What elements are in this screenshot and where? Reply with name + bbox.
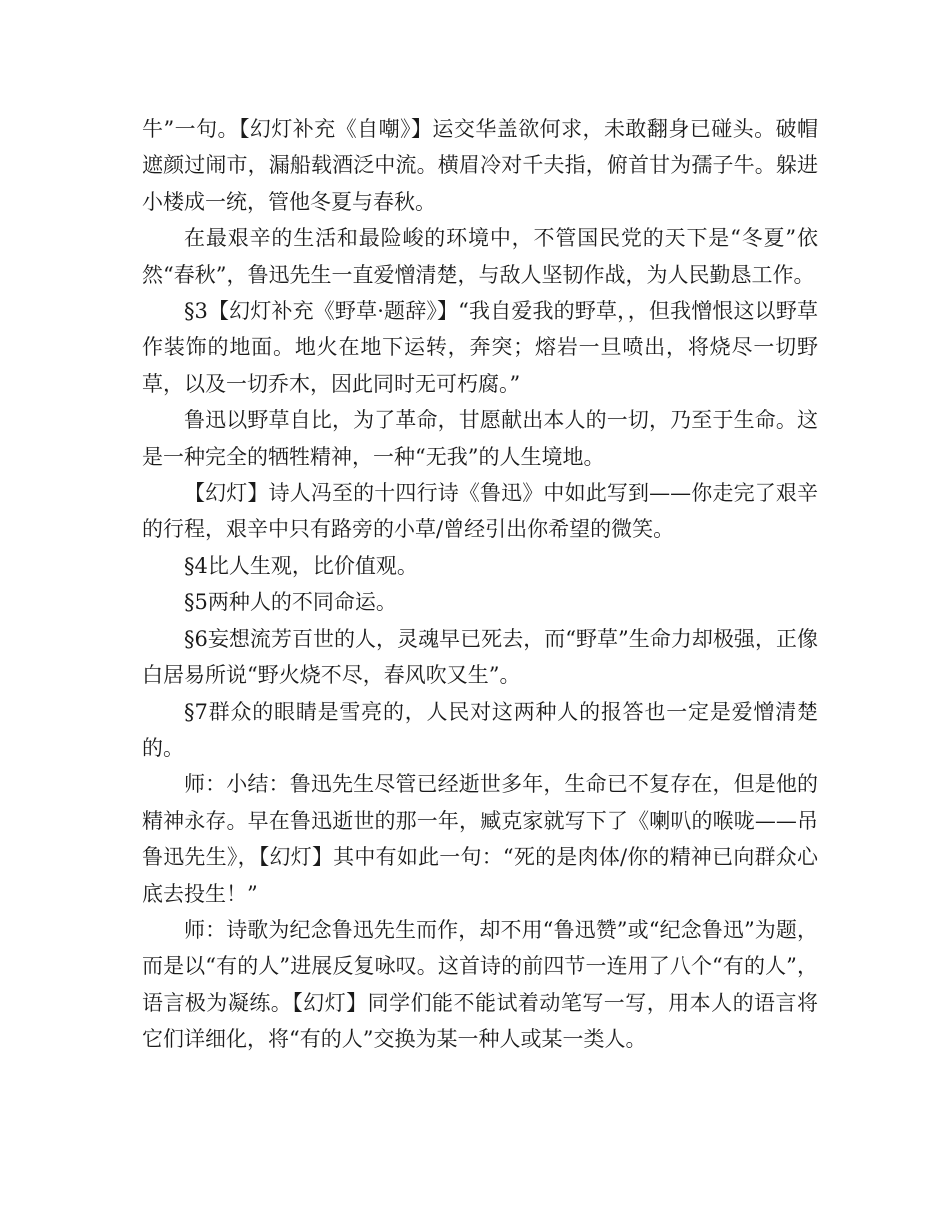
paragraph-teacher-summary: 师：小结：鲁迅先生尽管已经逝世多年，生命已不复存在，但是他的精神永存。早在鲁迅逝世的那一年，臧克家就写下了《喇叭的喉咙——吊鲁迅先生》，【幻灯】其中有如此一句：“死的是肉体/你的精神已向群众心底去投生！” bbox=[142, 772, 818, 906]
document-page bbox=[142, 111, 818, 1058]
paragraph-feng-zhi: 【幻灯】诗人冯至的十四行诗《鲁迅》中如此写到——你走完了艰辛的行程，艰辛中只有路旁的小草/曾经引出你希望的微笑。 bbox=[142, 481, 818, 542]
paragraph-winter-summer: 在最艰辛的生活和最险峻的环境中，不管国民党的天下是“冬夏”依然“春秋”，鲁迅先生一直爱憎清楚，与敌人坚韧作战，为人民勤恳工作。 bbox=[142, 226, 818, 287]
paragraph-continuation: 牛”一句。【幻灯补充《自嘲》】运交华盖欲何求，未敢翻身已碰头。破帽遮颜过闹市，漏船载酒泛中流。横眉冷对千夫指，俯首甘为孺子牛。躲进小楼成一统，管他冬夏与春秋。 bbox=[142, 117, 818, 214]
paragraph-section-3: §3【幻灯补充《野草·题辞》】“我自爱我的野草，，但我憎恨这以野草作装饰的地面。地火在地下运转，奔突；熔岩一旦喷出，将烧尽一切野草，以及一切乔木，因此同时无可朽腐。” bbox=[142, 299, 818, 396]
paragraph-section-4: §4比人生观，比价值观。 bbox=[184, 553, 418, 578]
paragraph-wild-grass: 鲁迅以野草自比，为了革命，甘愿献出本人的一切，乃至于生命。这是一种完全的牺牲精神，一种“无我”的人生境地。 bbox=[142, 408, 818, 469]
paragraph-section-5: §5两种人的不同命运。 bbox=[184, 590, 397, 615]
paragraph-teacher-task: 师：诗歌为纪念鲁迅先生而作，却不用“鲁迅赞”或“纪念鲁迅”为题，而是以“有的人”进展反复咏叹。这首诗的前四节一连用了八个“有的人”，语言极为凝练。【幻灯】同学们能不能试着动笔写一写，用本人的语言将它们详细化，将“有的人”交换为某一种人或某一类人。 bbox=[142, 917, 818, 1052]
paragraph-section-6: §6妄想流芳百世的人，灵魂早已死去，而“野草”生命力却极强，正像白居易所说“野火烧不尽，春风吹又生”。 bbox=[142, 626, 818, 688]
paragraph-section-7: §7群众的眼睛是雪亮的，人民对这两种人的报答也一定是爱憎清楚的。 bbox=[142, 699, 818, 760]
